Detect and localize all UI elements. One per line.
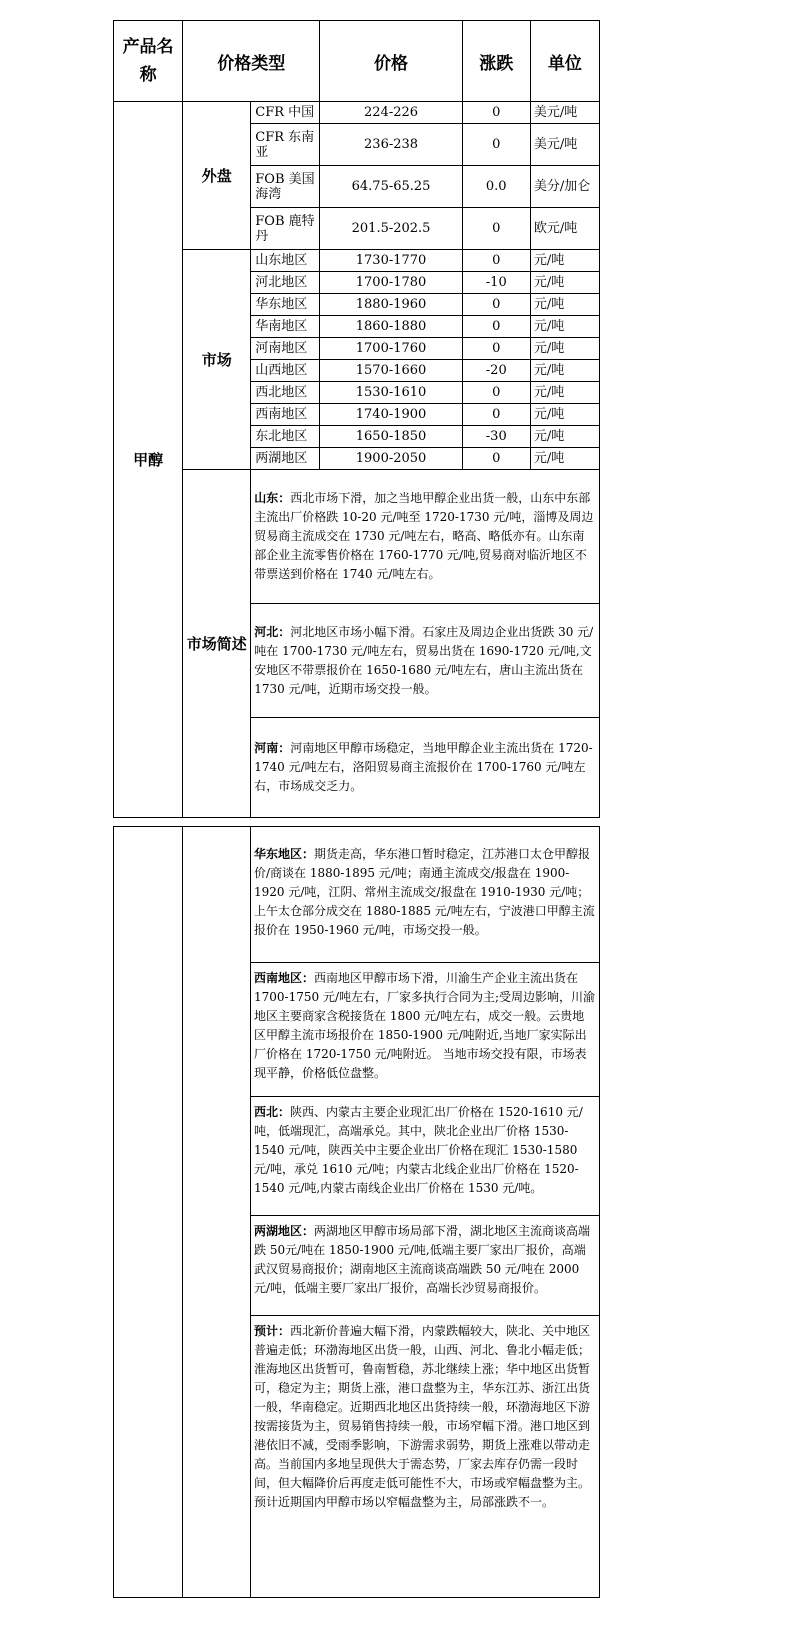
summary-text: 陕西、内蒙古主要企业现汇出厂价格在 1520-1610 元/吨，低端现汇，高端承兑。其中，陕北企业出厂价格 1530-1540 元/吨，陕西关中主要企业出厂价格在现汇 1530-1580 元/吨，承兑 1610 元/吨；内蒙古北线企业出厂价格在 1520-1540 元/吨,内蒙古南线企业出厂价格在 1530 元/吨。 xyxy=(254,1105,583,1195)
row-change: -30 xyxy=(462,426,530,448)
row-name: 华东地区 xyxy=(251,294,320,316)
row-change: 0 xyxy=(462,294,530,316)
row-change: 0.0 xyxy=(462,166,530,208)
header-price-type: 价格类型 xyxy=(183,21,320,102)
row-unit: 美元/吨 xyxy=(530,102,599,124)
product-cell: 甲醇 xyxy=(114,102,183,818)
row-change: 0 xyxy=(462,102,530,124)
row-unit: 元/吨 xyxy=(530,360,599,382)
row-name: 华南地区 xyxy=(251,316,320,338)
row-change: 0 xyxy=(462,208,530,250)
header-price: 价格 xyxy=(320,21,462,102)
row-name: FOB 美国海湾 xyxy=(251,166,320,208)
summary-label: 华东地区： xyxy=(254,847,315,861)
summary-text: 两湖地区甲醇市场局部下滑，湖北地区主流商谈高端跌 50元/吨在 1850-1900 元/吨,低端主要厂家出厂报价，高端武汉贸易商报价；湖南地区主流商谈高端跌 50 元/吨在 2000 元/吨，低端主要厂家出厂报价，高端长沙贸易商报价。 xyxy=(254,1224,591,1295)
summary-hebei xyxy=(251,604,600,718)
summary-label: 河南： xyxy=(254,741,291,755)
row-unit: 元/吨 xyxy=(530,250,599,272)
category-market: 市场 xyxy=(183,250,251,470)
summary-label: 两湖地区： xyxy=(254,1224,315,1238)
table-row xyxy=(114,250,600,272)
row-name: 西北地区 xyxy=(251,382,320,404)
row-price: 64.75-65.25 xyxy=(320,166,462,208)
row-price: 1530-1610 xyxy=(320,382,462,404)
row-name: 河南地区 xyxy=(251,338,320,360)
row-name: 西南地区 xyxy=(251,404,320,426)
product-cell-empty xyxy=(114,827,183,1598)
row-price: 1730-1770 xyxy=(320,250,462,272)
price-table xyxy=(113,20,600,818)
row-price: 1570-1660 xyxy=(320,360,462,382)
header-row xyxy=(114,21,600,102)
summary-text: 西北市场下滑，加之当地甲醇企业出货一般，山东中东部主流出厂价格跌 10-20 元/吨至 1720-1730 元/吨，淄博及周边贸易商主流成交在 1730 元/吨左右，略高、略低亦有。山东南部企业主流零售价格在 1760-1770 元/吨,贸易商对临沂地区不带票送到价格在 1740 元/吨左右。 xyxy=(254,491,594,581)
row-price: 1880-1960 xyxy=(320,294,462,316)
summary-text: 河南地区甲醇市场稳定，当地甲醇企业主流出货在 1720-1740 元/吨左右，洛阳贸易商主流报价在 1700-1760 元/吨左右，市场成交乏力。 xyxy=(254,741,593,793)
row-price: 224-226 xyxy=(320,102,462,124)
row-name: 两湖地区 xyxy=(251,448,320,470)
summary-row xyxy=(114,827,600,963)
header-unit: 单位 xyxy=(530,21,599,102)
row-name: 山东地区 xyxy=(251,250,320,272)
row-change: 0 xyxy=(462,404,530,426)
summary-huadong xyxy=(251,827,600,963)
row-price: 1650-1850 xyxy=(320,426,462,448)
row-change: -10 xyxy=(462,272,530,294)
summary-henan xyxy=(251,718,600,818)
summary-lianghu xyxy=(251,1216,600,1316)
row-unit: 元/吨 xyxy=(530,272,599,294)
summary-text: 期货走高，华东港口暂时稳定，江苏港口太仓甲醇报价/商谈在 1880-1895 元/吨；南通主流成交/报盘在 1900-1920 元/吨，江阴、常州主流成交/报盘在 1910-1930 元/吨；上午太仓部分成交在 1880-1885 元/吨左右，宁波港口甲醇主流报价在 1950-1960 元/吨，市场交投一般。 xyxy=(254,847,595,937)
summary-forecast xyxy=(251,1316,600,1598)
summary-text: 西南地区甲醇市场下滑，川渝生产企业主流出货在 1700-1750 元/吨左右，厂家多执行合同为主;受周边影响，川渝地区主要商家含税接货在 1800 元/吨左右，成交一般。云贵地区甲醇主流市场报价在 1850-1900 元/吨附近,当地厂家实际出厂价格在 1720-1750 元/吨附近。 当地市场交投有限，市场表现平静，价格低位盘整。 xyxy=(254,971,596,1080)
row-unit: 元/吨 xyxy=(530,448,599,470)
row-unit: 元/吨 xyxy=(530,426,599,448)
row-unit: 美元/吨 xyxy=(530,124,599,166)
row-change: -20 xyxy=(462,360,530,382)
summary-row xyxy=(114,470,600,604)
row-change: 0 xyxy=(462,316,530,338)
row-price: 1900-2050 xyxy=(320,448,462,470)
row-price: 201.5-202.5 xyxy=(320,208,462,250)
row-price: 236-238 xyxy=(320,124,462,166)
row-change: 0 xyxy=(462,448,530,470)
category-external: 外盘 xyxy=(183,102,251,250)
header-change: 涨跌 xyxy=(462,21,530,102)
summary-label: 西南地区： xyxy=(254,971,315,985)
summary-shandong xyxy=(251,470,600,604)
category-cell-empty xyxy=(183,827,251,1598)
row-name: FOB 鹿特丹 xyxy=(251,208,320,250)
row-change: 0 xyxy=(462,338,530,360)
row-name: 东北地区 xyxy=(251,426,320,448)
category-summary: 市场简述 xyxy=(183,470,251,818)
summary-text: 西北新价普遍大幅下滑，内蒙跌幅较大，陕北、关中地区普遍走低；环渤海地区出货一般，山西、河北、鲁北小幅走低；淮海地区出货暂可，鲁南暂稳，苏北继续上涨；华中地区出货暂可，稳定为主；期货上涨，港口盘整为主，华东江苏、浙江出货一般，华南稳定。近期西北地区出货持续一般，环渤海地区下游按需接货为主，贸易销售持续一般，市场窄幅下滑。港口地区到港依旧不减，受雨季影响，下游需求弱势，期货上涨难以带动走高。当前国内多地呈现供大于需态势，厂家去库存仍需一段时间，但大幅降价后再度走低可能性不大，市场或窄幅盘整为主。预计近期国内甲醇市场以窄幅盘整为主，局部涨跌不一。 xyxy=(254,1324,591,1509)
row-price: 1700-1760 xyxy=(320,338,462,360)
summary-xinan xyxy=(251,963,600,1097)
row-unit: 元/吨 xyxy=(530,382,599,404)
row-price: 1740-1900 xyxy=(320,404,462,426)
row-name: CFR 中国 xyxy=(251,102,320,124)
row-unit: 元/吨 xyxy=(530,404,599,426)
summary-label: 山东： xyxy=(254,491,291,505)
row-unit: 元/吨 xyxy=(530,294,599,316)
summary-label: 西北： xyxy=(254,1105,291,1119)
row-price: 1860-1880 xyxy=(320,316,462,338)
summary-label: 河北： xyxy=(254,624,291,639)
row-unit: 元/吨 xyxy=(530,338,599,360)
row-change: 0 xyxy=(462,124,530,166)
summary-text: 河北地区市场小幅下滑。石家庄及周边企业出货跌 30 元/吨在 1700-1730 元/吨左右，贸易出货在 1690-1720 元/吨,文安地区不带票报价在 1650-1680 元/吨左右，唐山主流出货在 1730 元/吨，近期市场交投一般。 xyxy=(254,624,594,696)
row-change: 0 xyxy=(462,250,530,272)
row-price: 1700-1780 xyxy=(320,272,462,294)
row-change: 0 xyxy=(462,382,530,404)
summary-table-continued xyxy=(113,826,600,1598)
table-row xyxy=(114,102,600,124)
row-unit: 欧元/吨 xyxy=(530,208,599,250)
row-unit: 元/吨 xyxy=(530,316,599,338)
summary-xibei xyxy=(251,1097,600,1216)
row-name: 河北地区 xyxy=(251,272,320,294)
header-product-name: 产品名称 xyxy=(114,21,183,102)
summary-label: 预计： xyxy=(254,1324,291,1338)
row-unit: 美分/加仑 xyxy=(530,166,599,208)
row-name: 山西地区 xyxy=(251,360,320,382)
row-name: CFR 东南亚 xyxy=(251,124,320,166)
